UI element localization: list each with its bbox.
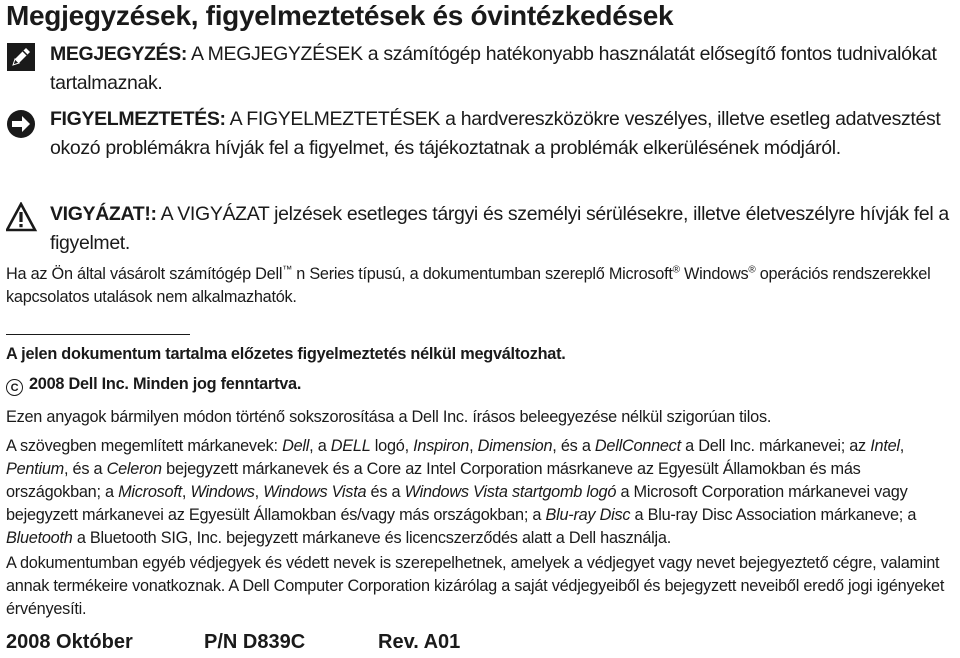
page-title: Megjegyzések, figyelmeztetések és óvintézkedések	[6, 0, 674, 31]
divider-rule	[6, 334, 190, 335]
brand-name: DELL	[330, 437, 371, 455]
brand-name: Windows	[190, 483, 255, 501]
brand-name: Inspiron	[413, 437, 470, 455]
caution-body: A VIGYÁZAT jelzések esetleges tárgyi és személyi sérülésekre, illetve életveszélyre hívják fel a figyelmet.	[50, 203, 949, 254]
brand-name: Dimension	[477, 437, 553, 455]
trademark-text: A szövegben megemlített márkanevek:	[6, 437, 283, 455]
trademark-text: ,	[469, 437, 478, 455]
registered-symbol: ®	[748, 264, 756, 276]
other-trademarks: A dokumentumban egyéb védjegyek és védett nevek is szerepelhetnek, amelyek a védjegyet vagy nevet bejegyeztető cégre, valamint annak termékeire vonatkoznak. A Dell Computer Corporation kizárólag a saját védjegyeiből és bejegyzett neveiből eredő jogi igényeket érvényesíti.	[6, 554, 945, 618]
footer-date: 2008 Október	[6, 631, 133, 653]
trademark-text: ,	[899, 437, 905, 455]
series-note	[6, 263, 954, 309]
registered-symbol: ®	[672, 264, 680, 276]
footer-revision: Rev. A01	[378, 631, 461, 653]
trademark-text: a Blu-ray Disc Association márkaneve; a	[630, 506, 917, 524]
notice-label: FIGYELMEZTETÉS:	[50, 108, 226, 130]
caution-label: VIGYÁZAT!:	[50, 203, 157, 225]
trademark-text: logó,	[370, 437, 414, 455]
series-note-text: Windows	[679, 265, 749, 283]
brand-name: Bluetooth	[6, 529, 73, 547]
trademark-text: a Bluetooth SIG, Inc. bejegyzett márkaneve és licencszerződés alatt a Dell használja.	[72, 529, 671, 547]
copyright-text: 2008 Dell Inc. Minden jog fenntartva.	[29, 375, 302, 393]
notice-text	[50, 105, 954, 163]
footer-part-number: P/N D839C	[204, 631, 306, 653]
brand-name: Dell	[282, 437, 310, 455]
brand-name: Celeron	[106, 460, 162, 478]
note-label: MEGJEGYZÉS:	[50, 43, 188, 65]
caution-text	[50, 200, 954, 258]
brand-name: Windows Vista startgomb logó	[404, 483, 617, 501]
series-note-text: Ha az Ön által vásárolt számítógép Dell	[6, 265, 283, 283]
disclaimer: A jelen dokumentum tartalma előzetes figyelmeztetés nélkül megváltozhat.	[6, 345, 566, 363]
trademark-text: bejegyzett márkanevek és a Core az Intel Corporation másrkaneve az Egyesült Államokban és más országokban; a	[6, 460, 861, 501]
caution-triangle-icon	[6, 202, 38, 234]
brand-name: Windows Vista	[263, 483, 367, 501]
series-note-text: operációs rendszerekkel kapcsolatos utalások nem alkalmazhatók.	[6, 265, 931, 306]
copyright-icon: C	[6, 379, 23, 396]
trademark-text: ,	[181, 483, 191, 501]
trademark-symbol: ™	[282, 264, 292, 276]
brand-name: Microsoft	[118, 483, 182, 501]
trademark-text: és a	[366, 483, 405, 501]
trademark-text: a Dell Inc. márkanevei; az	[680, 437, 871, 455]
brand-name: DellConnect	[594, 437, 681, 455]
trademark-paragraph	[6, 435, 954, 550]
brand-name: Pentium	[6, 460, 64, 478]
brand-name: Blu-ray Disc	[545, 506, 631, 524]
copyright-line	[6, 373, 954, 396]
notice-body: A FIGYELMEZTETÉSEK a hardvereszközökre veszélyes, illetve esetleg adatvesztést okozó problémákra hívják fel a figyelmet, és tájékoztatnak a problémák elkerülésének módjáról.	[50, 108, 941, 159]
note-body: A MEGJEGYZÉSEK a számítógép hatékonyabb használatát elősegítő fontos tudnivalókat tartalmaznak.	[50, 43, 937, 94]
brand-name: Intel	[870, 437, 900, 455]
trademark-text: , a	[309, 437, 331, 455]
trademark-text: a Microsoft Corporation márkanevei vagy bejegyzett márkanevei az Egyesült Államokban és/vagy más országokban; a	[6, 483, 908, 524]
notice-warning-icon	[6, 108, 38, 140]
trademark-text: , és a	[552, 437, 595, 455]
series-note-text: n Series típusú, a dokumentumban szereplő Microsoft	[291, 265, 673, 283]
note-text	[50, 40, 954, 98]
trademark-text: , és a	[63, 460, 107, 478]
note-pencil-icon	[6, 42, 38, 74]
reproduction-notice: Ezen anyagok bármilyen módon történő sokszorosítása a Dell Inc. írásos beleegyezése nélkül szigorúan tilos.	[6, 408, 772, 426]
trademark-text: ,	[254, 483, 264, 501]
